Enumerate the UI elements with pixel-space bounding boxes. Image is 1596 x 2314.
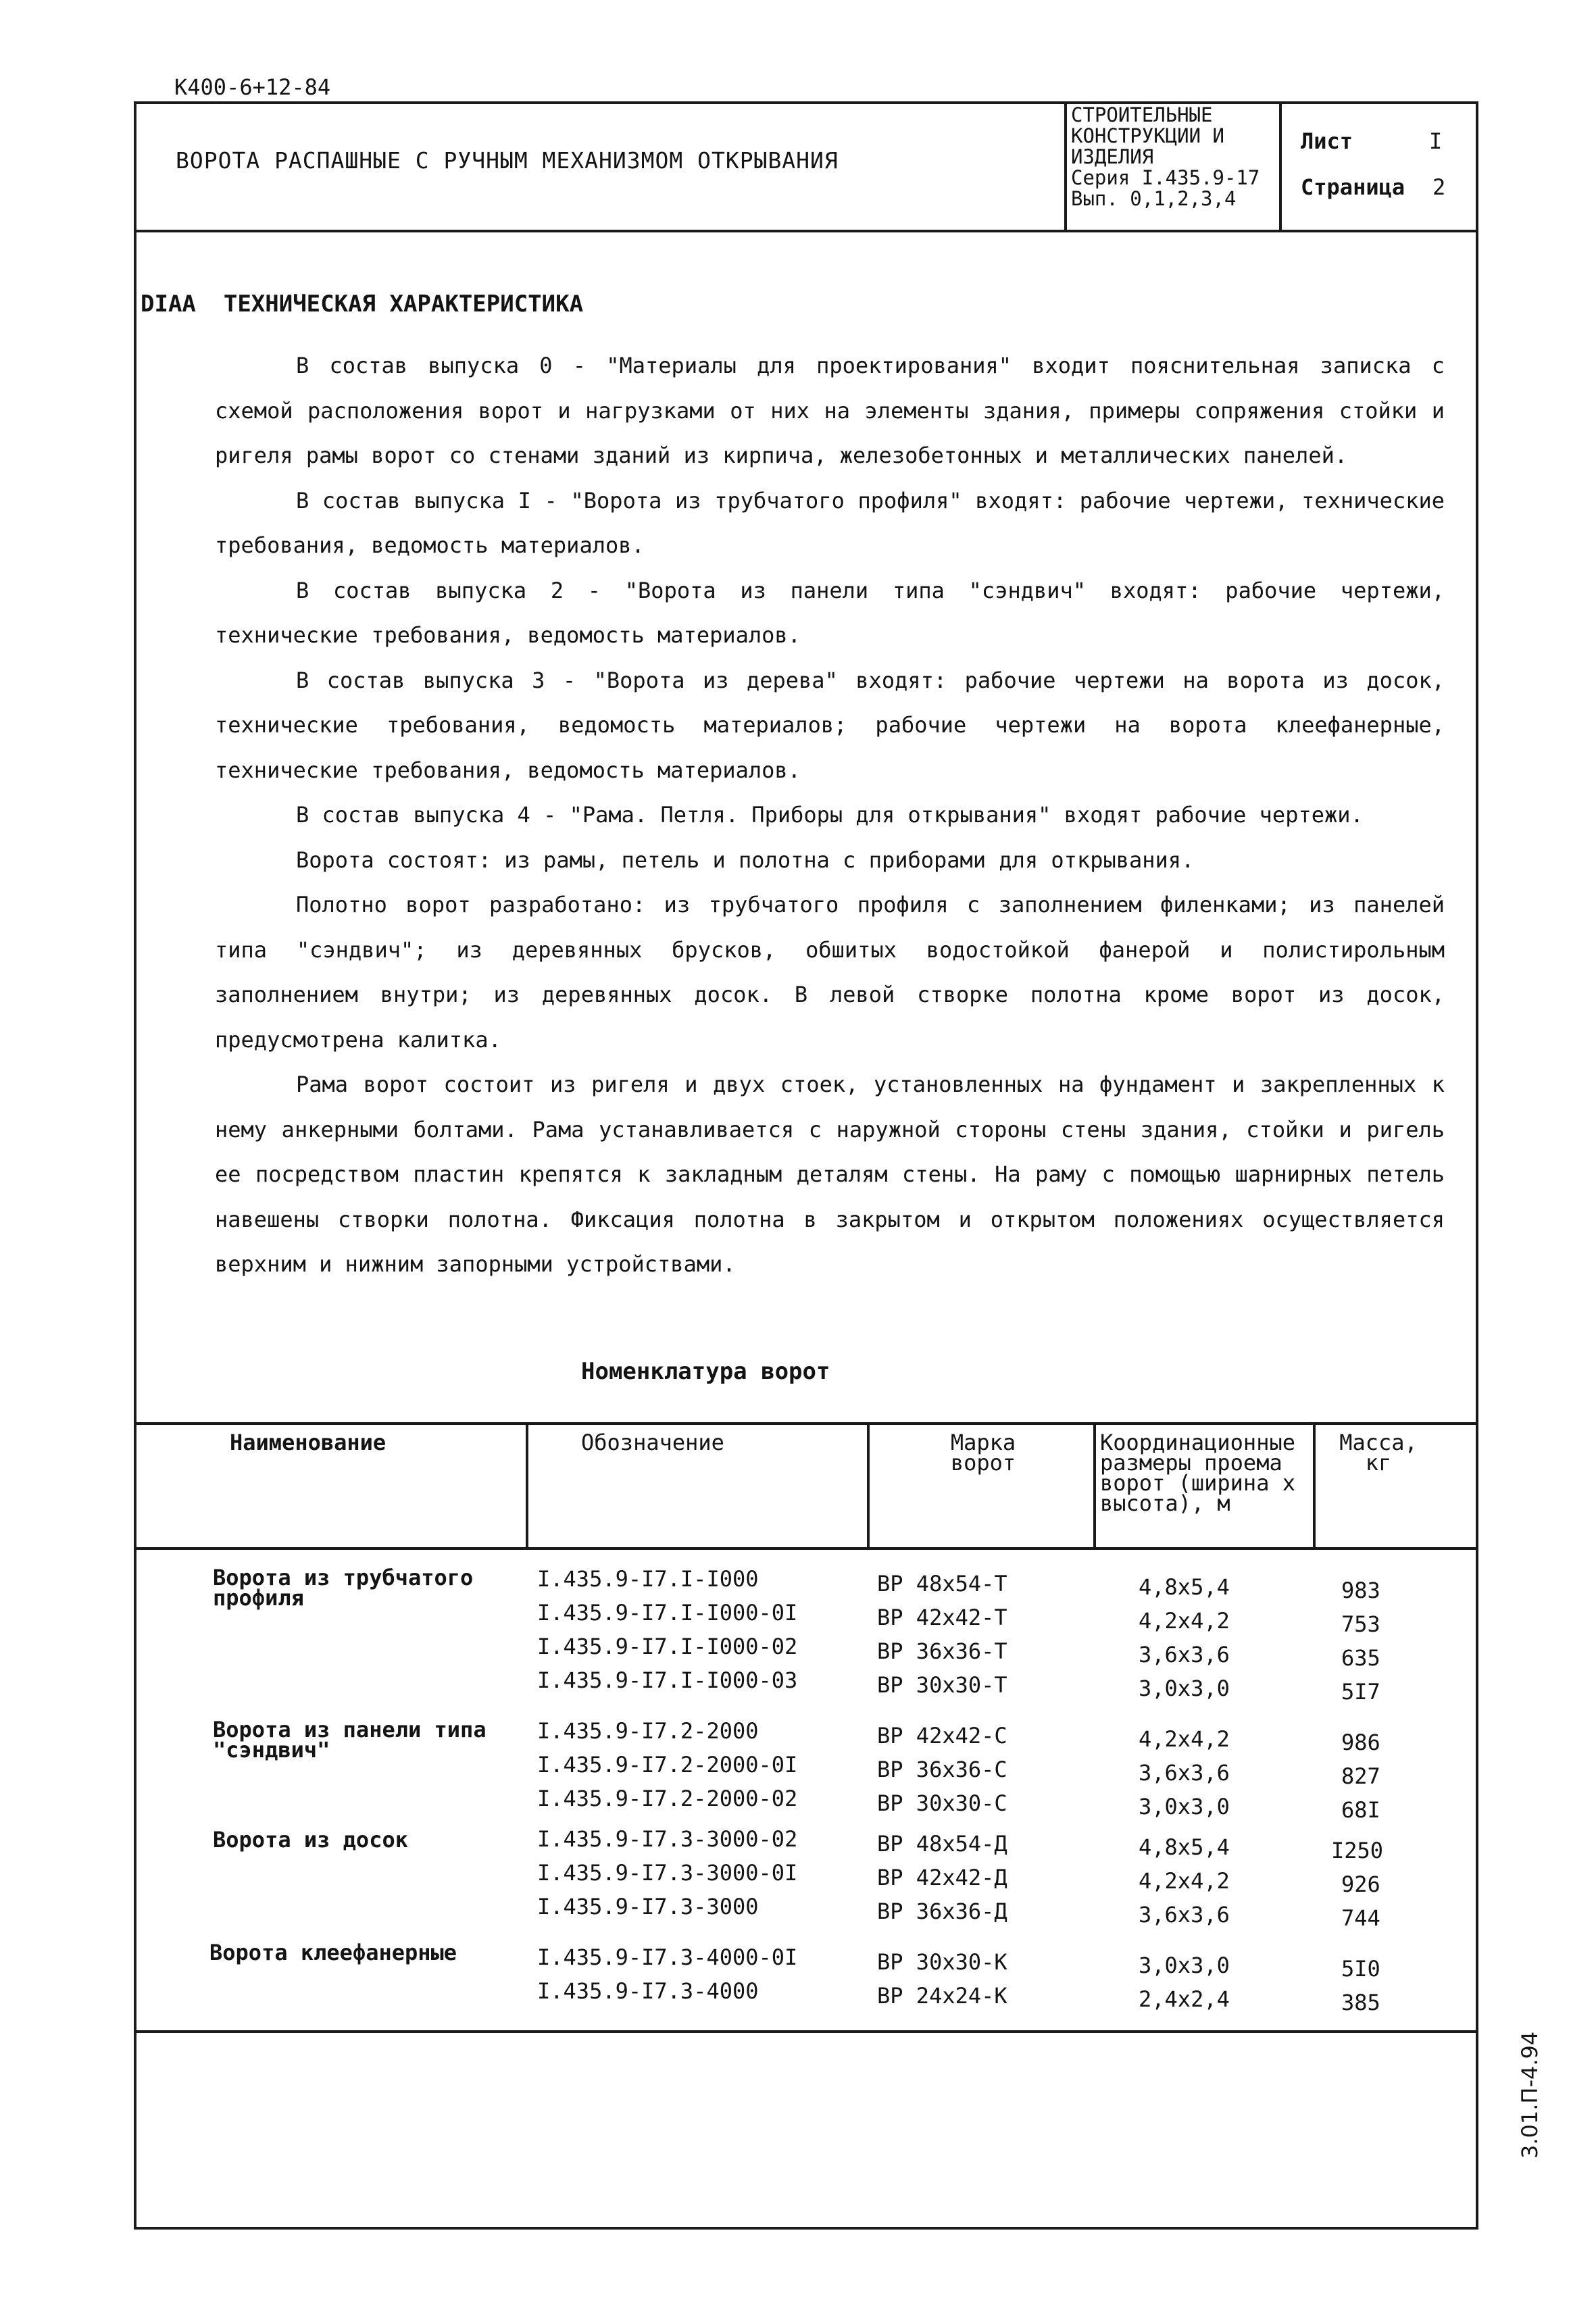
dims-cell: 4,2х4,2 (1139, 1608, 1230, 1634)
mark-cell: ВР 30х30-К (877, 1949, 1007, 1975)
mass-cell: 5I0 (1341, 1956, 1380, 1982)
dims-cell: 3,6х3,6 (1139, 1642, 1230, 1667)
title-block-separator (1279, 101, 1282, 231)
table-column-divider (1093, 1422, 1096, 1549)
series-line: Вып. 0,1,2,3,4 (1071, 187, 1237, 210)
body-text (215, 343, 1445, 1287)
table-title: Номенклатура ворот (581, 1358, 830, 1385)
column-header-mass: Масса, кг (1339, 1430, 1418, 1476)
mass-cell: I250 (1331, 1838, 1384, 1863)
mass-cell: 68I (1341, 1797, 1380, 1823)
section-code: DIAA (141, 291, 196, 318)
mark-cell: ВР 36х36-С (877, 1757, 1007, 1782)
mass-cell: 744 (1341, 1905, 1380, 1931)
designation-cell: I.435.9-I7.I-I000 (537, 1566, 759, 1592)
dims-cell: 3,0х3,0 (1139, 1676, 1230, 1701)
designation-cell: I.435.9-I7.3-4000 (537, 1978, 759, 2004)
paragraph: В состав выпуска 4 - "Рама. Петля. Приборы для открывания" входят рабочие чертежи. (296, 802, 1364, 828)
mass-cell: 753 (1341, 1611, 1380, 1637)
page-label: Страница (1301, 174, 1405, 200)
designation-cell: I.435.9-I7.2-2000-02 (537, 1786, 798, 1811)
mass-cell: 635 (1341, 1645, 1380, 1671)
table-column-divider (867, 1422, 870, 1549)
mark-cell: ВР 42х42-Д (877, 1865, 1007, 1890)
dims-cell: 4,8х5,4 (1139, 1574, 1230, 1600)
designation-cell: I.435.9-I7.3-3000-02 (537, 1826, 798, 1852)
paragraph: В состав выпуска 0 - "Материалы для проектирования" входит пояснительная записка с схемой расположения ворот и нагрузками от них на элементы здания, примеры сопряжения стойки и ригеля рамы ворот со стенами зданий из кирпича, железобетонных и металлических панелей. (215, 353, 1445, 468)
designation-cell: I.435.9-I7.3-3000 (537, 1894, 759, 1919)
column-header-dims: Координационные размеры проема ворот (ширина х высота), м (1100, 1430, 1295, 1516)
dims-cell: 3,6х3,6 (1139, 1902, 1230, 1928)
dims-cell: 4,8х5,4 (1139, 1834, 1230, 1860)
column-header-name: Наименование (230, 1430, 386, 1455)
dims-cell: 4,2х4,2 (1139, 1868, 1230, 1894)
series-line: КОНСТРУКЦИИ И (1071, 124, 1224, 147)
paragraph: В состав выпуска 2 - "Ворота из панели типа "сэндвич" входят: рабочие чертежи, технические требования, ведомость материалов. (215, 577, 1445, 648)
paragraph: Рама ворот состоит из ригеля и двух стоек, установленных на фундамент и закрепленных к нему анкерными болтами. Рама устанавливается с наружной стороны стены здания, стойки и ригель ее посредством пластин крепятся к закладным деталям стены. На раму с помощью шарнирных петель навешены створки полотна. Фиксация полотна в закрытом и открытом положениях осуществляется верхним и нижним запорными устройствами. (215, 1072, 1445, 1277)
sheet-label: Лист (1301, 128, 1353, 154)
mass-cell: 986 (1341, 1730, 1380, 1755)
designation-cell: I.435.9-I7.I-I000-03 (537, 1667, 798, 1693)
paragraph: В состав выпуска 3 - "Ворота из дерева" входят: рабочие чертежи на ворота из досок, технические требования, ведомость материалов; рабочие чертежи на ворота клеефанерные, технические требования, ведомость материалов. (215, 667, 1445, 783)
column-header-mark: Марка ворот (950, 1430, 1016, 1476)
page-number: 2 (1432, 174, 1446, 200)
section-title: ТЕХНИЧЕСКАЯ ХАРАКТЕРИСТИКА (223, 291, 584, 318)
mass-cell: 827 (1341, 1763, 1380, 1789)
mark-cell: ВР 48х54-Т (877, 1571, 1007, 1596)
sheet-number: I (1429, 128, 1443, 154)
document-code: К400-6+12-84 (174, 74, 331, 100)
section-heading (141, 291, 583, 318)
designation-cell: I.435.9-I7.I-I000-02 (537, 1634, 798, 1659)
paragraph: В состав выпуска I - "Ворота из трубчатого профиля" входят: рабочие чертежи, технические требования, ведомость материалов. (215, 487, 1445, 558)
designation-cell: I.435.9-I7.2-2000 (537, 1718, 759, 1744)
designation-cell: I.435.9-I7.3-4000-0I (537, 1944, 798, 1970)
table-column-divider (1313, 1422, 1316, 1549)
mark-cell: ВР 36х36-Д (877, 1898, 1007, 1924)
mass-cell: 385 (1341, 1990, 1380, 2015)
dims-cell: 2,4х2,4 (1139, 1986, 1230, 2012)
designation-cell: I.435.9-I7.2-2000-0I (537, 1752, 798, 1778)
series-info (1071, 105, 1274, 209)
mass-cell: 983 (1341, 1578, 1380, 1603)
title-block-divider (134, 230, 1478, 232)
series-line: ИЗДЕЛИЯ (1071, 145, 1154, 168)
mark-cell: ВР 36х36-Т (877, 1638, 1007, 1664)
mark-cell: ВР 30х30-С (877, 1790, 1007, 1816)
paragraph: Ворота состоят: из рамы, петель и полотна с приборами для открывания. (296, 847, 1195, 873)
mark-cell: ВР 48х54-Д (877, 1831, 1007, 1857)
group-name: Ворота из досок (213, 1827, 408, 1853)
mark-cell: ВР 42х42-Т (877, 1605, 1007, 1630)
table-bottom-border (134, 2030, 1478, 2033)
table-header-border (134, 1547, 1478, 1550)
column-header-designation: Обозначение (581, 1430, 724, 1455)
mark-cell: ВР 42х42-С (877, 1723, 1007, 1749)
mass-cell: 926 (1341, 1871, 1380, 1897)
paragraph: Полотно ворот разработано: из трубчатого профиля с заполнением филенками; из панелей типа "сэндвич"; из деревянных брусков, обшитых водостойкой фанерой и полистирольным заполнением внутри; из деревянных досок. В левой створке полотна кроме ворот из досок, предусмотрена калитка. (215, 892, 1445, 1053)
table-top-border (134, 1422, 1478, 1425)
group-name: Ворота из панели типа "сэндвич" (213, 1717, 487, 1763)
group-name: Ворота из трубчатого профиля (213, 1565, 474, 1611)
series-line: Серия I.435.9-17 (1071, 166, 1260, 189)
table-column-divider (526, 1422, 528, 1549)
mass-cell: 5I7 (1341, 1679, 1380, 1705)
dims-cell: 4,2х4,2 (1139, 1726, 1230, 1752)
designation-cell: I.435.9-I7.I-I000-0I (537, 1600, 798, 1626)
dims-cell: 3,0х3,0 (1139, 1953, 1230, 1978)
designation-cell: I.435.9-I7.3-3000-0I (537, 1860, 798, 1886)
group-name: Ворота клеефанерные (209, 1940, 457, 1965)
dims-cell: 3,6х3,6 (1139, 1760, 1230, 1786)
document-title: ВОРОТА РАСПАШНЫЕ С РУЧНЫМ МЕХАНИЗМОМ ОТКРЫВАНИЯ (176, 147, 839, 174)
title-block-separator (1064, 101, 1067, 231)
side-code: 3.01.П-4.94 (1517, 2031, 1543, 2159)
series-line: СТРОИТЕЛЬНЫЕ (1071, 103, 1213, 126)
mark-cell: ВР 24х24-К (877, 1983, 1007, 2009)
mark-cell: ВР 30х30-Т (877, 1672, 1007, 1698)
dims-cell: 3,0х3,0 (1139, 1794, 1230, 1819)
